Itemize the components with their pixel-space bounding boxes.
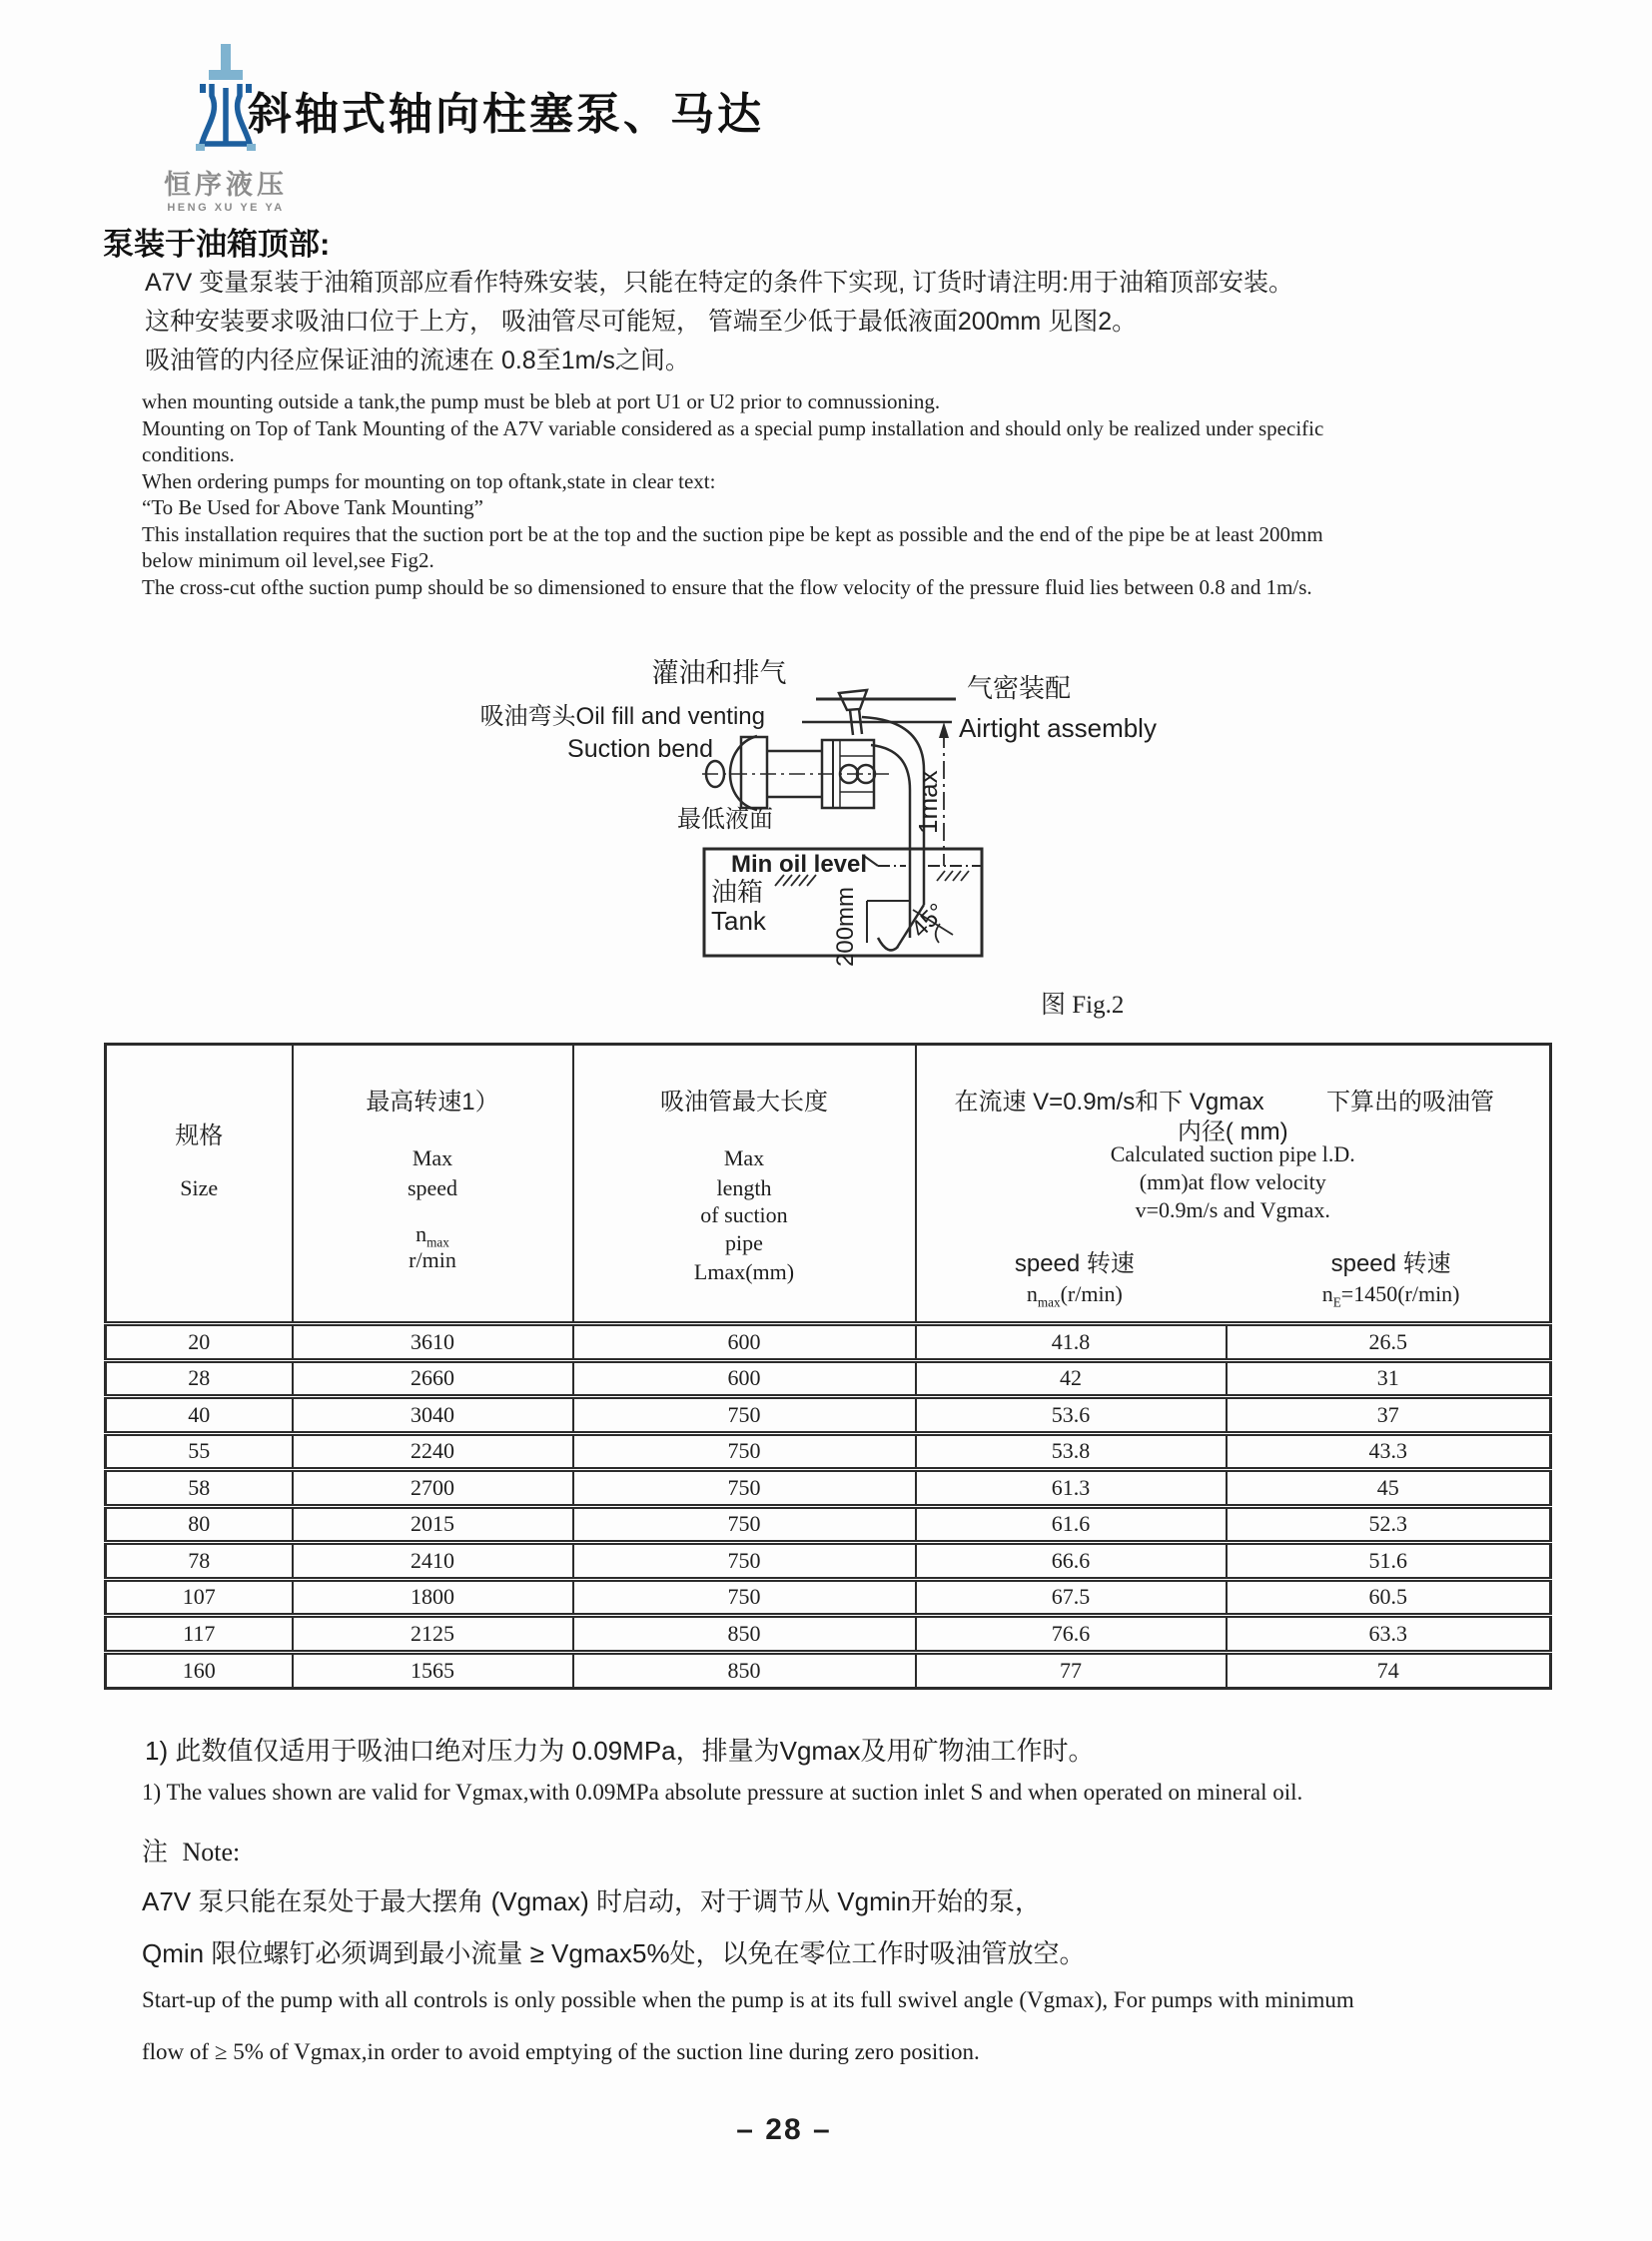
note-line-en: flow of ≥ 5% of Vgmax,in order to avoid emptying of the suction line during zero position. xyxy=(142,2039,980,2064)
logo-name-cn: 恒序液压 xyxy=(164,170,288,200)
figure-caption: 图 Fig.2 xyxy=(1041,992,1125,1019)
label-airtight-en: Airtight assembly xyxy=(959,713,1157,743)
footnote-en: 1) The values shown are valid for Vgmax,with 0.09MPa absolute pressure at suction inlet S and when operated on mineral oil. xyxy=(142,1780,1303,1805)
table-row: 40 3040 750 53.6 37 xyxy=(106,1397,1551,1434)
intro-paragraph-en xyxy=(142,388,1323,600)
intro-en-line: Mounting on Top of Tank Mounting of the A7V variable considered as a special pump installation and should only be realized under specific xyxy=(142,415,1324,440)
intro-en-line: conditions. xyxy=(142,442,235,466)
suction-pipe-spec-table xyxy=(104,1043,1552,1690)
header-group-line1: 在流速 V=0.9m/s和下 Vgmax 下算出的吸油管 xyxy=(954,1089,1494,1116)
table-row: 28 2660 600 42 31 xyxy=(106,1360,1551,1397)
table-row: 20 3610 600 41.8 26.5 xyxy=(106,1324,1551,1361)
label-min-oil-level: Min oil level xyxy=(731,851,868,878)
label-min-level-cn: 最低液面 xyxy=(677,806,773,833)
label-dim-200mm: 200mm xyxy=(832,886,859,967)
intro-en-line: When ordering pumps for mounting on top oftank,state in clear text: xyxy=(142,468,716,493)
footnote-cn: 1) 此数值仅适用于吸油口绝对压力为 0.09MPa，排量为Vgmax及用矿物油工作时。 xyxy=(145,1736,1095,1766)
table-row: 117 2125 850 76.6 63.3 xyxy=(106,1616,1551,1653)
section-heading: 泵装于油箱顶部: xyxy=(103,227,331,262)
table-row: 55 2240 750 53.8 43.3 xyxy=(106,1433,1551,1470)
label-tank-en: Tank xyxy=(711,906,766,936)
table-row: 107 1800 750 67.5 60.5 xyxy=(106,1579,1551,1616)
intro-en-line: below minimum oil level,see Fig2. xyxy=(142,548,434,572)
note-line-en: Start-up of the pump with all controls is only possible when the pump is at its full swivel angle (Vgmax), For pumps with minimum xyxy=(142,1987,1354,2012)
intro-cn-line: 这种安装要求吸油口位于上方， 吸油管尽可能短， 管端至少低于最低液面200mm 见图2。 xyxy=(145,308,1138,336)
label-dim-1max: 1max xyxy=(913,770,943,834)
label-suction-bend-en: Suction bend xyxy=(567,735,713,763)
intro-cn-line: A7V 变量泵装于油箱顶部应看作特殊安装，只能在特定的条件下实现, 订货时请注明:用于油箱顶部安装。 xyxy=(145,269,1294,297)
table-row: 78 2410 750 66.6 51.6 xyxy=(106,1543,1551,1580)
subheader-nmax: speed 转速 $n_{max}(r/\min)$ xyxy=(1014,1250,1135,1310)
note-label: 注 Note: xyxy=(142,1837,241,1867)
intro-cn-line: 吸油管的内径应保证油的流速在 0.8至1m/s之间。 xyxy=(145,347,690,374)
header-max-length: 吸油管最大长度 Max length of suction pipe Lmax(mm) xyxy=(573,1045,916,1324)
subheader-ne1450: speed 转速 $n_E=1450(r/\min)$ xyxy=(1321,1250,1460,1310)
label-tank-cn: 油箱 xyxy=(711,877,764,907)
header-size-cn: 规格 xyxy=(175,1122,224,1149)
header-size-en: Size xyxy=(180,1175,219,1200)
page-number: – 28 – xyxy=(736,2113,832,2146)
intro-en-line: when mounting outside a tank,the pump must be bleb at port U1 or U2 prior to comnussioning. xyxy=(142,389,941,413)
note-line-cn: Qmin 限位螺钉必须调到最小流量 ≥ Vgmax5%处，以免在零位工作时吸油管放空。 xyxy=(142,1938,1086,1968)
logo-name-en: HENG XU YE YA xyxy=(167,202,285,214)
label-oil-fill-venting-cn: 灌油和排气 xyxy=(651,658,787,688)
label-suction-bend-cn: 吸油弯头Oil fill and venting xyxy=(479,703,765,730)
header-max-speed: 最高转速1） Max speed $n_{max}$ r/min xyxy=(293,1045,573,1324)
page-title: 斜轴式轴向柱塞泵、马达 xyxy=(248,90,764,139)
label-angle-45: 45° xyxy=(906,898,951,944)
table-header-row xyxy=(106,1045,1551,1324)
intro-paragraph-cn xyxy=(145,264,1293,380)
note-line-cn: A7V 泵只能在泵处于最大摆角 (Vgmax) 时启动，对于调节从 Vgmin开始的泵， xyxy=(142,1886,1041,1916)
intro-en-line: This installation requires that the suction port be at the top and the suction pipe be kept as possible and the end of the pipe be at least 200mm xyxy=(142,521,1323,546)
header-speed-subcolumns xyxy=(917,1237,1550,1325)
header-calculated-id-group: 在流速 V=0.9m/s和下 Vgmax 下算出的吸油管 内径( mm) Calculated suction pipe l.D. (mm)at flow velocity v=0.9m/s and Vgmax. speed 转速 $n_{max}(r/\min)$ speed 转速 $n_E=1450(r/\min)$ xyxy=(916,1045,1551,1324)
header-size xyxy=(106,1045,293,1324)
header-nmax-symbol: $n_{max}$ xyxy=(415,1221,449,1250)
tank-mounting-diagram xyxy=(419,634,1179,1032)
intro-en-line: The cross-cut ofthe suction pump should be so dimensioned to ensure that the flow velocity of the pressure fluid lies between 0.8 and 1m/s. xyxy=(142,574,1312,599)
label-airtight-cn: 气密装配 xyxy=(967,673,1072,703)
table-row: 80 2015 750 61.6 52.3 xyxy=(106,1506,1551,1543)
table-row: 58 2700 750 61.3 45 xyxy=(106,1470,1551,1507)
intro-en-line: “To Be Used for Above Tank Mounting” xyxy=(142,495,483,519)
table-row: 160 1565 850 77 74 xyxy=(106,1652,1551,1689)
